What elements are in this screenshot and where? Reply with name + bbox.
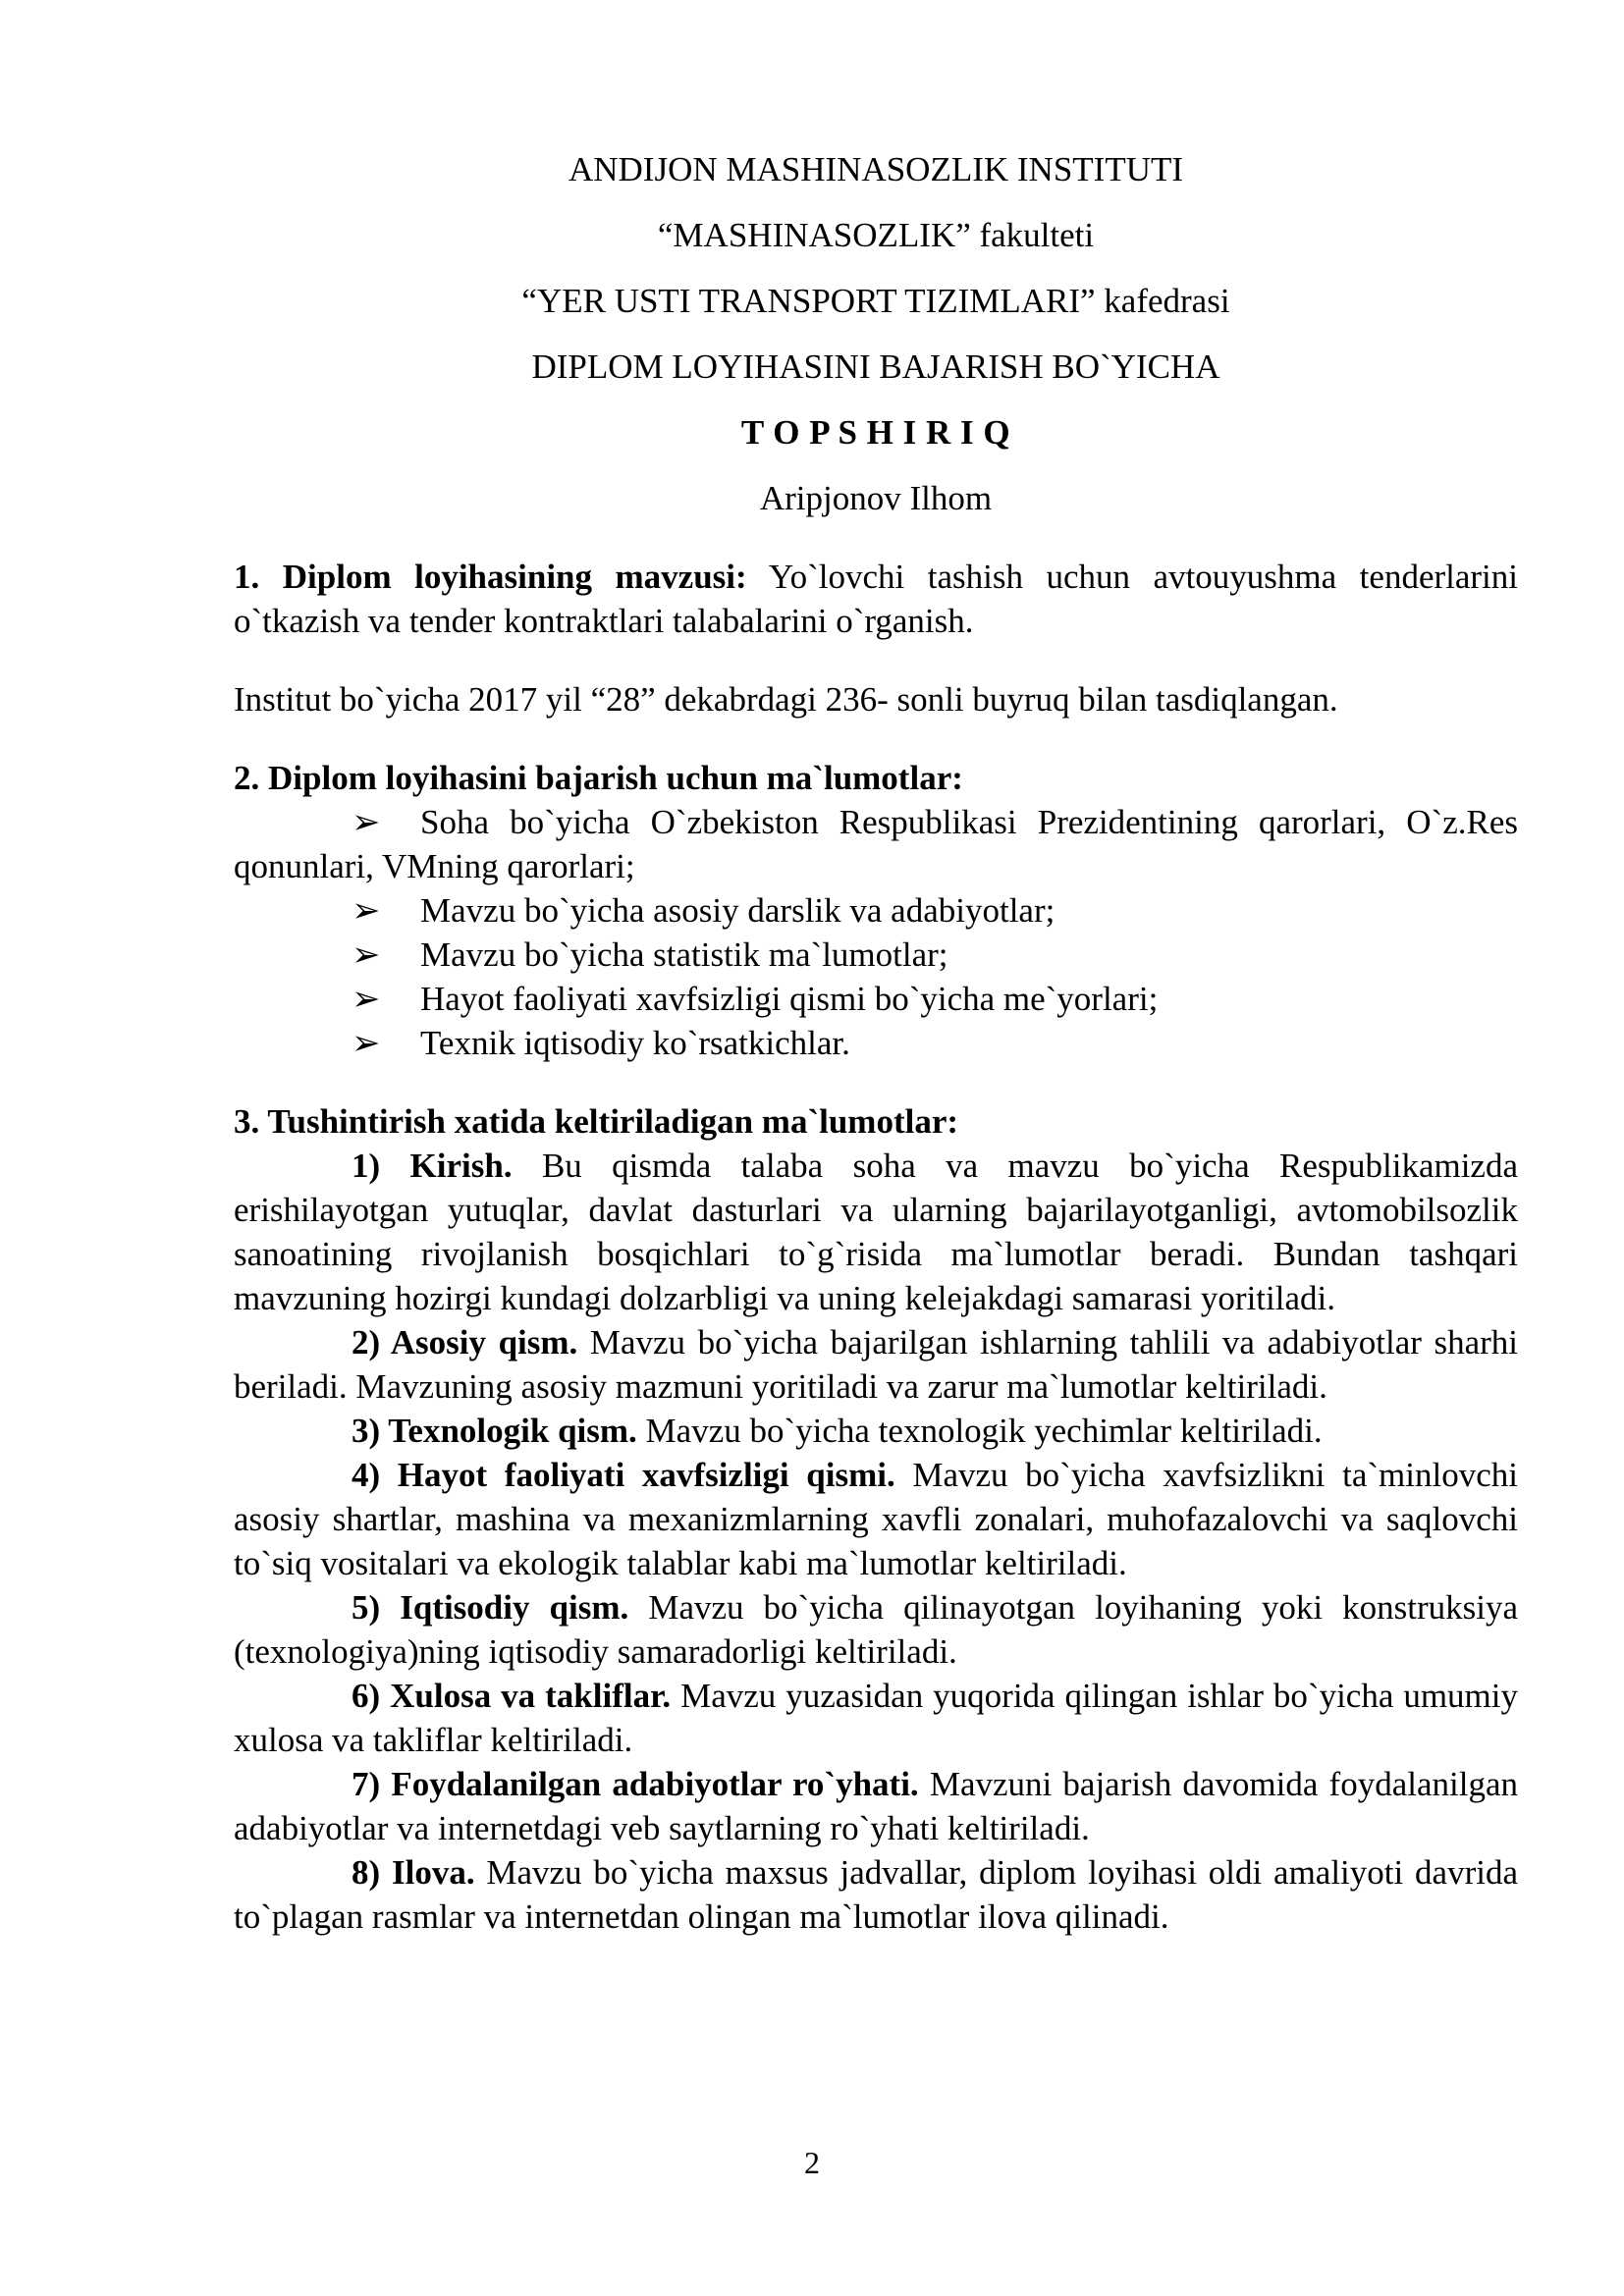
item-heading: 2) Asosiy qism. xyxy=(352,1323,578,1362)
bullet-arrow-icon: ➢ xyxy=(352,980,381,1018)
item-heading: 3) Texnologik qism. xyxy=(352,1412,637,1450)
bullet-text: Mavzu bo`yicha asosiy darslik va adabiyotlar; xyxy=(420,891,1056,930)
bullet-arrow-icon: ➢ xyxy=(352,803,381,841)
bullet-item xyxy=(234,977,1518,1021)
item-text: Mavzu yuzasidan yuqorida qilingan ishlar bo`yicha umumiy xulosa va takliflar keltiriladi. xyxy=(234,1677,1518,1759)
bullet-text: Soha bo`yicha O`zbekiston Respublikasi Prezidentining qarorlari, O`z.Res qonunlari, VMning qarorlari; xyxy=(234,803,1518,885)
section-1 xyxy=(234,555,1518,643)
document-title: T O P S H I R I Q xyxy=(740,413,1011,452)
subject-line: DIPLOM LOYIHASINI BAJARISH BO`YICHA xyxy=(531,347,1220,386)
bullet-arrow-icon: ➢ xyxy=(352,891,381,930)
item-text: Mavzu bo`yicha texnologik yechimlar keltiriladi. xyxy=(636,1412,1323,1450)
item-text: Mavzu bo`yicha xavfsizlikni ta`minlovchi asosiy shartlar, mashina va mexanizmlarning xavfli zonalari, muhofazalovchi va saqlovchi to`siq vositalari va ekologik talablar kabi ma`lumotlar keltiriladi. xyxy=(234,1456,1518,1582)
section-3-item xyxy=(234,1850,1518,1939)
bullet-text: Texnik iqtisodiy ko`rsatkichlar. xyxy=(420,1024,850,1062)
section-1-label: 1. Diplom loyihasining mavzusi: xyxy=(234,558,747,596)
order-line: Institut bo`yicha 2017 yil “28” dekabrdagi 236- sonli buyruq bilan tasdiqlangan. xyxy=(234,680,1338,719)
author-name: Aripjonov Ilhom xyxy=(759,479,993,517)
item-text: Mavzu bo`yicha bajarilgan ishlarning tahlili va adabiyotlar sharhi beriladi. Mavzuning asosiy mazmuni yoritiladi va zarur ma`lumotlar keltiriladi. xyxy=(234,1323,1518,1406)
bullet-arrow-icon: ➢ xyxy=(352,1024,381,1062)
bullet-item xyxy=(234,1021,1518,1065)
department-name: “YER USTI TRANSPORT TIZIMLARI” kafedrasi xyxy=(521,282,1230,320)
item-text: Bu qismda talaba soha va mavzu bo`yicha Respublikamizda erishilayotgan yutuqlar, davlat dasturlari va ularning bajarilayotganligi, avtomobilsozlik sanoatining rivojlanish bosqichlari to`g`risida ma`lumotlar beradi. Bundan tashqari mavzuning hozirgi kundagi dolzarbligi va uning kelejakdagi samarasi yoritiladi. xyxy=(234,1147,1518,1317)
section-3-item xyxy=(234,1409,1518,1453)
section-1-text: Yo`lovchi tashish uchun avtouyushma tenderlarini o`tkazish va tender kontraktlari talabalarini o`rganish. xyxy=(234,558,1518,640)
section-3-item xyxy=(234,1762,1518,1850)
document-page xyxy=(234,147,1518,1939)
section-3-item xyxy=(234,1320,1518,1409)
section-3-item xyxy=(234,1585,1518,1674)
section-3-item xyxy=(234,1453,1518,1585)
bullet-arrow-icon: ➢ xyxy=(352,935,381,974)
bullet-text: Hayot faoliyati xavfsizligi qismi bo`yicha me`yorlari; xyxy=(420,980,1159,1018)
item-heading: 5) Iqtisodiy qism. xyxy=(352,1588,629,1627)
item-text: Mavzuni bajarish davomida foydalanilgan adabiyotlar va internetdagi veb saytlarning ro`yhati keltiriladi. xyxy=(234,1765,1518,1847)
page-number: 2 xyxy=(804,2145,820,2180)
section-3-label: 3. Tushintirish xatida keltiriladigan ma`lumotlar: xyxy=(234,1102,959,1141)
section-2-label: 2. Diplom loyihasini bajarish uchun ma`lumotlar: xyxy=(234,759,963,797)
faculty-name: “MASHINASOZLIK” fakulteti xyxy=(657,216,1095,254)
institute-name: ANDIJON MASHINASOZLIK INSTITUTI xyxy=(568,150,1184,188)
bullet-item xyxy=(234,800,1518,888)
item-text: Mavzu bo`yicha maxsus jadvallar, diplom loyihasi oldi amaliyoti davrida to`plagan rasmlar va internetdan olingan ma`lumotlar ilova qilinadi. xyxy=(234,1853,1518,1936)
item-heading: 6) Xulosa va takliflar. xyxy=(352,1677,672,1715)
item-heading: 4) Hayot faoliyati xavfsizligi qismi. xyxy=(352,1456,895,1494)
bullet-item xyxy=(234,888,1518,933)
item-heading: 7) Foydalanilgan adabiyotlar ro`yhati. xyxy=(352,1765,919,1803)
bullet-item xyxy=(234,933,1518,977)
item-heading: 1) Kirish. xyxy=(352,1147,513,1185)
bullet-text: Mavzu bo`yicha statistik ma`lumotlar; xyxy=(420,935,948,974)
item-heading: 8) Ilova. xyxy=(352,1853,475,1892)
section-3-item xyxy=(234,1144,1518,1320)
section-3-item xyxy=(234,1674,1518,1762)
item-text: Mavzu bo`yicha qilinayotgan loyihaning yoki konstruksiya (texnologiya)ning iqtisodiy samaradorligi keltiriladi. xyxy=(234,1588,1518,1671)
